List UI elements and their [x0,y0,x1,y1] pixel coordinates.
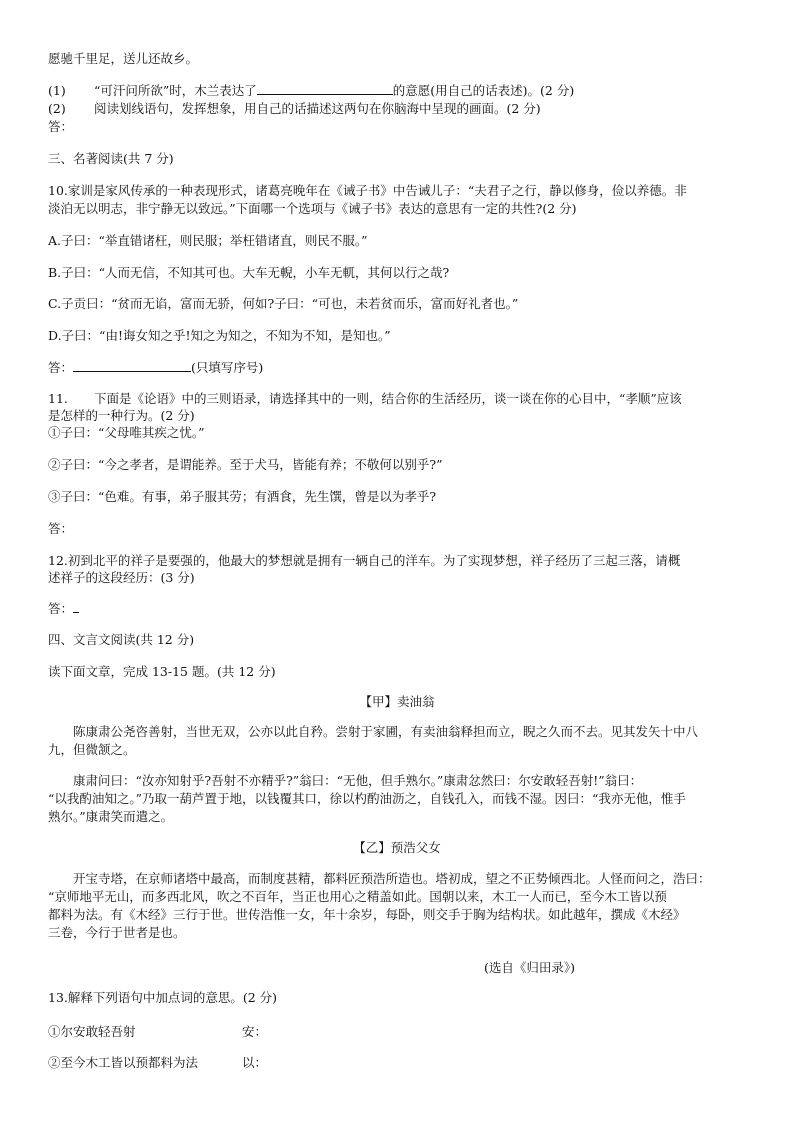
q10-option-b: B.子曰：“人而无信，不知其可也。大车无輗，小车无軏，其何以行之哉? [48,265,450,280]
passage-a-p2-line3: 熟尔。”康肃笑而遣之。 [48,809,174,824]
q13-item-1 [48,1022,754,1042]
q11-stem-num: 11. [48,391,68,406]
q10-stem-line1: 10.家训是家风传承的一种表现形式，诸葛亮晚年在《诫子书》中告诫儿子：“夫君子之行，静以修身，俭以养德。非 [48,183,687,198]
passage-b-p1-line3: 都料为法。有《木经》三行于世。世传浩惟一女，年十余岁，每卧，则交手于胸为结构状。如此越年，撰成《木经》 [48,907,686,922]
q10-answer-label: 答： [48,360,74,375]
q10-answer-note: (只填写序号) [191,360,264,375]
passage-a-p2-line1: 康肃问曰：“汝亦知射乎?吾射不亦精乎?”翁曰：“无他，但手熟尔。”康肃忿然曰：尔安敢轻吾射!”翁曰： [73,773,643,788]
passage-b-source: (选自《归田录》) [484,960,576,975]
passage-b-p1-line2: “京师地平无山，而多西北风，吹之不百年，当正也用心之精盖如此。国朝以来，木工一人而已，至今木工皆以预 [48,889,667,904]
q10-answer-blank[interactable] [73,358,191,372]
q12-stem-line2: 述祥子的这段经历：(3 分) [48,570,195,585]
q10-option-a: A.子曰：“举直错诸枉，则民服；举枉错诸直，则民不服。” [48,233,368,248]
q10-option-c: C.子贡曰：“贫而无谄，富而无骄，何如?子曰：“可也，未若贫而乐，富而好礼者也。” [48,296,519,311]
passage-a-p1-line1: 陈康肃公尧咨善射，当世无双，公亦以此自矜。尝射于家圃，有卖油翁释担而立，睨之久而不去。见其发矢十中八 [73,724,699,739]
q9-sub1-after: 的意愿(用自己的话表述)。(2 分) [392,83,575,98]
q11-quote-1: ①子曰：“父母唯其疾之忧。” [48,425,205,440]
q9-sub2 [48,99,754,119]
passage-b-title: 【乙】预浩父女 [353,840,441,855]
q12-answer-blank[interactable] [73,599,79,613]
q12-answer[interactable] [48,599,754,619]
section-4-heading: 四、文言文阅读(共 12 分) [48,632,195,647]
q11-stem-line2: 是怎样的一种行为。(2 分) [48,408,195,423]
section-3-heading: 三、名著阅读(共 7 分) [48,151,174,166]
q12-answer-label: 答： [48,601,74,616]
q9-sub1-before: “可汗问所欲”时，木兰表达了 [94,83,257,98]
q9-sub1 [48,81,754,101]
passage-a-title: 【甲】卖油翁 [359,694,435,709]
q9-sub1-blank[interactable] [257,81,393,95]
q13-item-2 [48,1053,754,1073]
q10-stem-line2: 淡泊无以明志，非宁静无以致远。”下面哪一个选项与《诫子书》表达的意思有一定的共性?(2 分) [48,201,577,216]
q10-option-d: D.子曰：“由!诲女知之乎!知之为知之，不知为不知，是知也。” [48,328,391,343]
poem-tail: 愿驰千里足，送儿还故乡。 [48,51,199,66]
q11-answer[interactable]: 答： [48,521,74,536]
q13-item-2-word[interactable]: 以： [242,1055,268,1070]
q9-sub2-text: 阅读划线语句，发挥想象，用自己的话描述这两句在你脑海中呈现的画面。(2 分) [94,101,541,116]
passage-a-p1-line2: 九，但微颔之。 [48,742,136,757]
q13-item-1-sentence: ①尔安敢轻吾射 [48,1024,136,1039]
passage-b-p1-line1: 开宝寺塔，在京师诸塔中最高，而制度甚精，都料匠预浩所造也。塔初成，望之不正势倾西北。人怪而问之，浩曰： [73,871,711,886]
q13-stem: 13.解释下列语句中加点词的意思。(2 分) [48,990,278,1005]
q10-answer [48,358,754,378]
q9-sub2-num: (2) [48,101,66,116]
q11-quote-2: ②子曰：“今之孝者，是谓能养。至于犬马，皆能有养；不敬何以别乎?” [48,457,443,472]
q11-quote-3: ③子曰：“色难。有事，弟子服其劳；有酒食，先生馔，曾是以为孝乎? [48,489,437,504]
q9-sub1-num: (1) [48,83,66,98]
q11-stem-text: 下面是《论语》中的三则语录，请选择其中的一则，结合你的生活经历，谈一谈在你的心目中，“孝顺”应该 [94,391,682,406]
passage-b-p1-line4: 三卷，今行于世者是也。 [48,925,186,940]
q13-item-1-word[interactable]: 安： [242,1024,268,1039]
reading-intro: 读下面文章，完成 13-15 题。(共 12 分) [48,664,276,679]
q9-answer[interactable]: 答： [48,119,74,134]
passage-a-p2-line2: “以我酌油知之。”乃取一葫芦置于地，以钱覆其口，徐以杓酌油沥之，自钱孔入，而钱不湿。因曰：“我亦无他，惟手 [48,791,686,806]
q13-item-2-sentence: ②至今木工皆以预都料为法 [48,1055,199,1070]
q12-stem-line1: 12.初到北平的祥子是要强的，他最大的梦想就是拥有一辆自己的洋车。为了实现梦想，祥子经历了三起三落，请概 [48,553,681,568]
